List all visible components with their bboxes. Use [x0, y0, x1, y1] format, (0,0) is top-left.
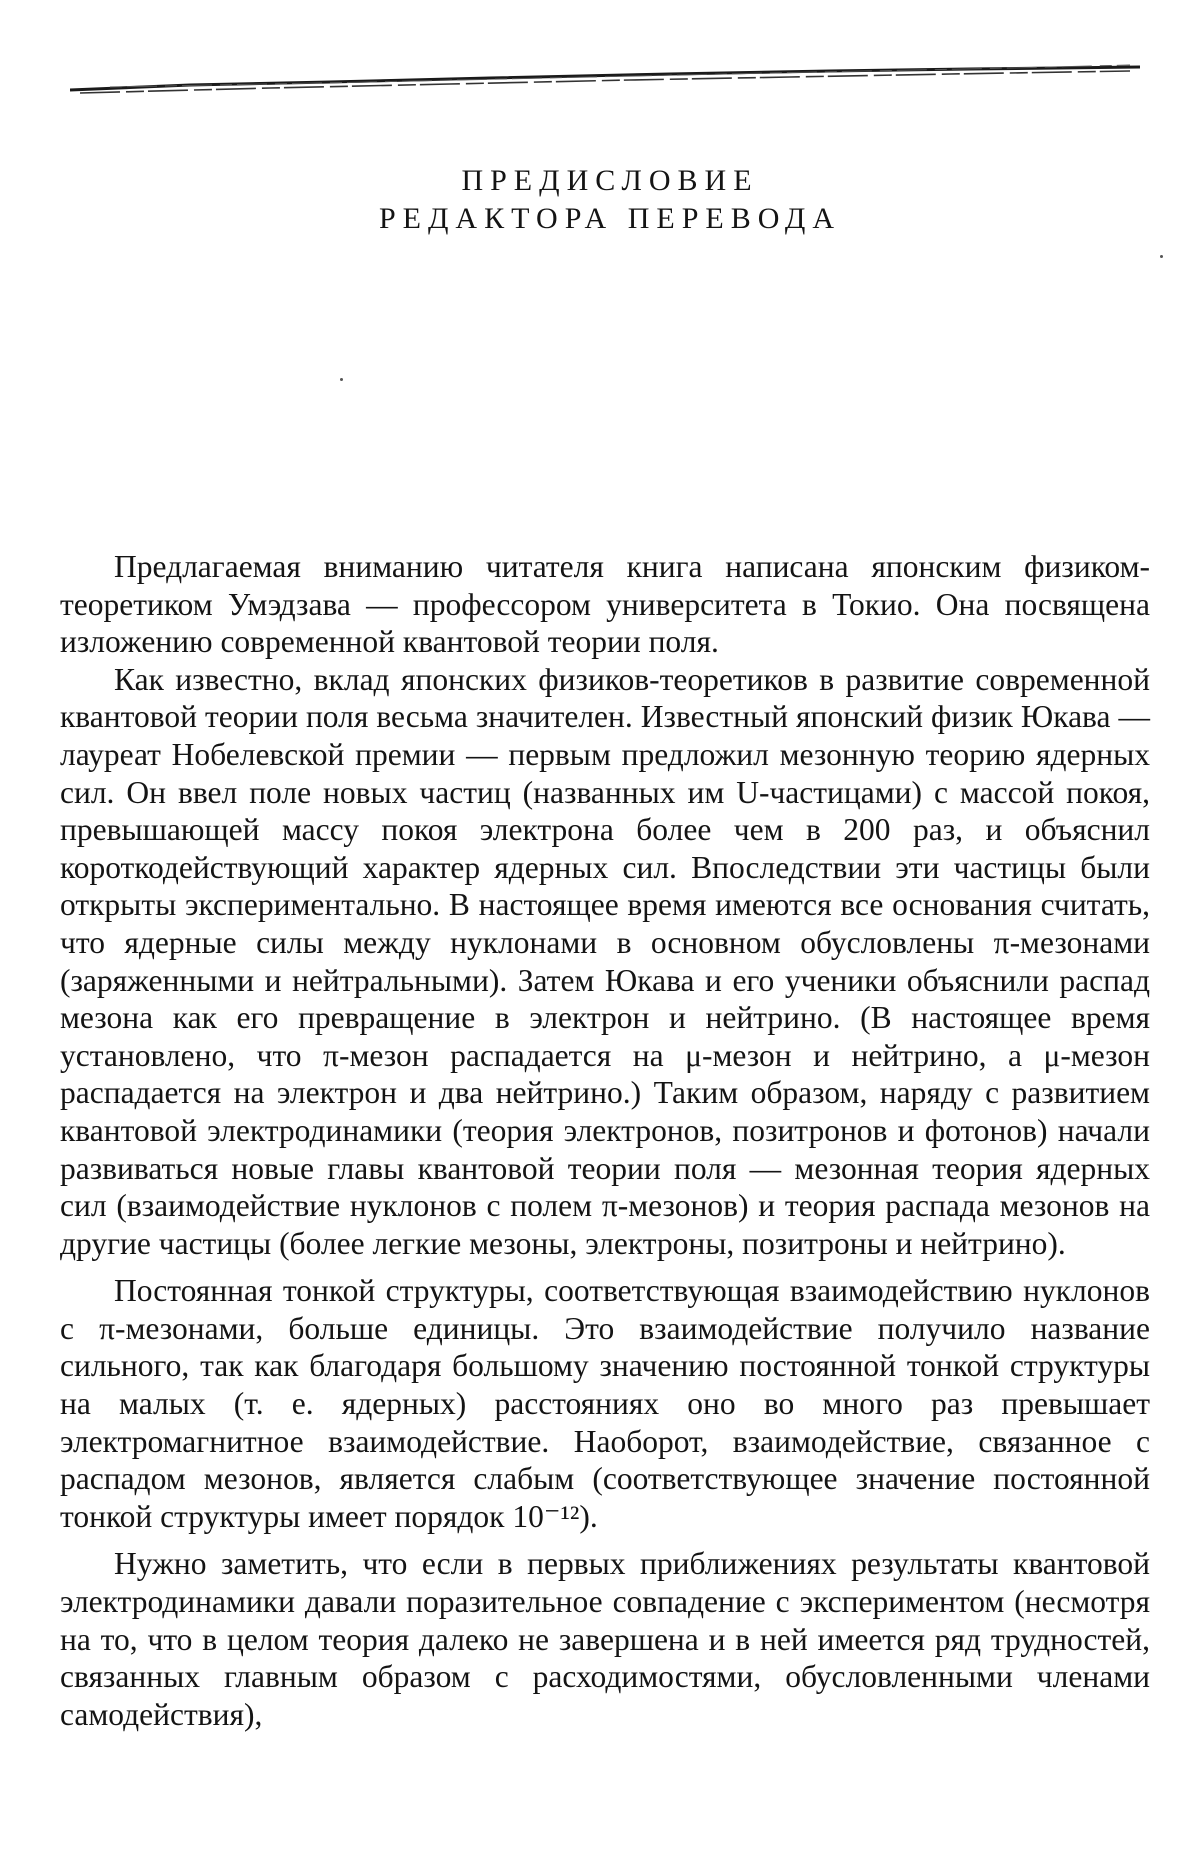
heading-line-2: РЕДАКТОРА ПЕРЕВОДА [378, 202, 842, 235]
paragraph-3: Постоянная тонкой структуры, соответствующая взаимодействию нуклонов с π-мезонами, больше единицы. Это взаимодействие получило название сильного, так как благодаря большому значению постоянной тонкой структуры на малых (т. е. ядерных) расстояниях оно во много раз превышает электромагнитное взаимодействие. Наоборот, взаимодействие, связанное с распадом мезонов, является слабым (соответствующее значение постоянной тонкой структуры имеет порядок 10⁻¹²). [60, 1273, 1150, 1534]
scan-speck [340, 378, 343, 381]
heading-line-1: ПРЕДИСЛОВИЕ [461, 164, 759, 197]
paragraph-1: Предлагаемая вниманию читателя книга написана японским физиком-теоретиком Умэдзава — профессором университета в Токио. Она посвящена изложению современной квантовой теории поля. [60, 549, 1150, 660]
top-rule-decoration [70, 58, 1140, 98]
paragraph-2: Как известно, вклад японских физиков-теоретиков в развитие современной квантовой теории поля весьма значителен. Известный японский физик Юкава — лауреат Нобелевской премии — первым предложил мезонную теорию ядерных сил. Он ввел поле новых частиц (названных им U-частицами) с массой покоя, превышающей массу покоя электрона более чем в 200 раз, и объяснил короткодействующий характер ядерных сил. Впоследствии эти частицы были открыты экспериментально. В настоящее время имеются все основания считать, что ядерные силы между нуклонами в основном обусловлены π-мезонами (заряженными и нейтральными). Затем Юкава и его ученики объяснили распад мезона как его превращение в электрон и нейтрино. (В настоящее время установлено, что π-мезон распадается на μ-мезон и нейтрино, а μ-мезон распадается на электрон и два нейтрино.) Таким образом, наряду с развитием квантовой электродинамики (теория электронов, позитронов и фотонов) начали развиваться новые главы квантовой теории поля — мезонная теория ядерных сил (взаимодействие нуклонов с полем π-мезонов) и теория распада мезонов на другие частицы (более легкие мезоны, электроны, позитроны и нейтрино). [60, 661, 1150, 1261]
paragraph-4: Нужно заметить, что если в первых приближениях результаты квантовой электродинамики давали поразительное совпадение с экспериментом (несмотря на то, что в целом теория далеко не завершена и в ней имеется ряд трудностей, связанных главным образом с расходимостями, обусловленными членами самодействия), [60, 1546, 1150, 1732]
page-heading [0, 162, 1200, 238]
body-text [60, 548, 1150, 1733]
scan-speck [1160, 255, 1163, 258]
